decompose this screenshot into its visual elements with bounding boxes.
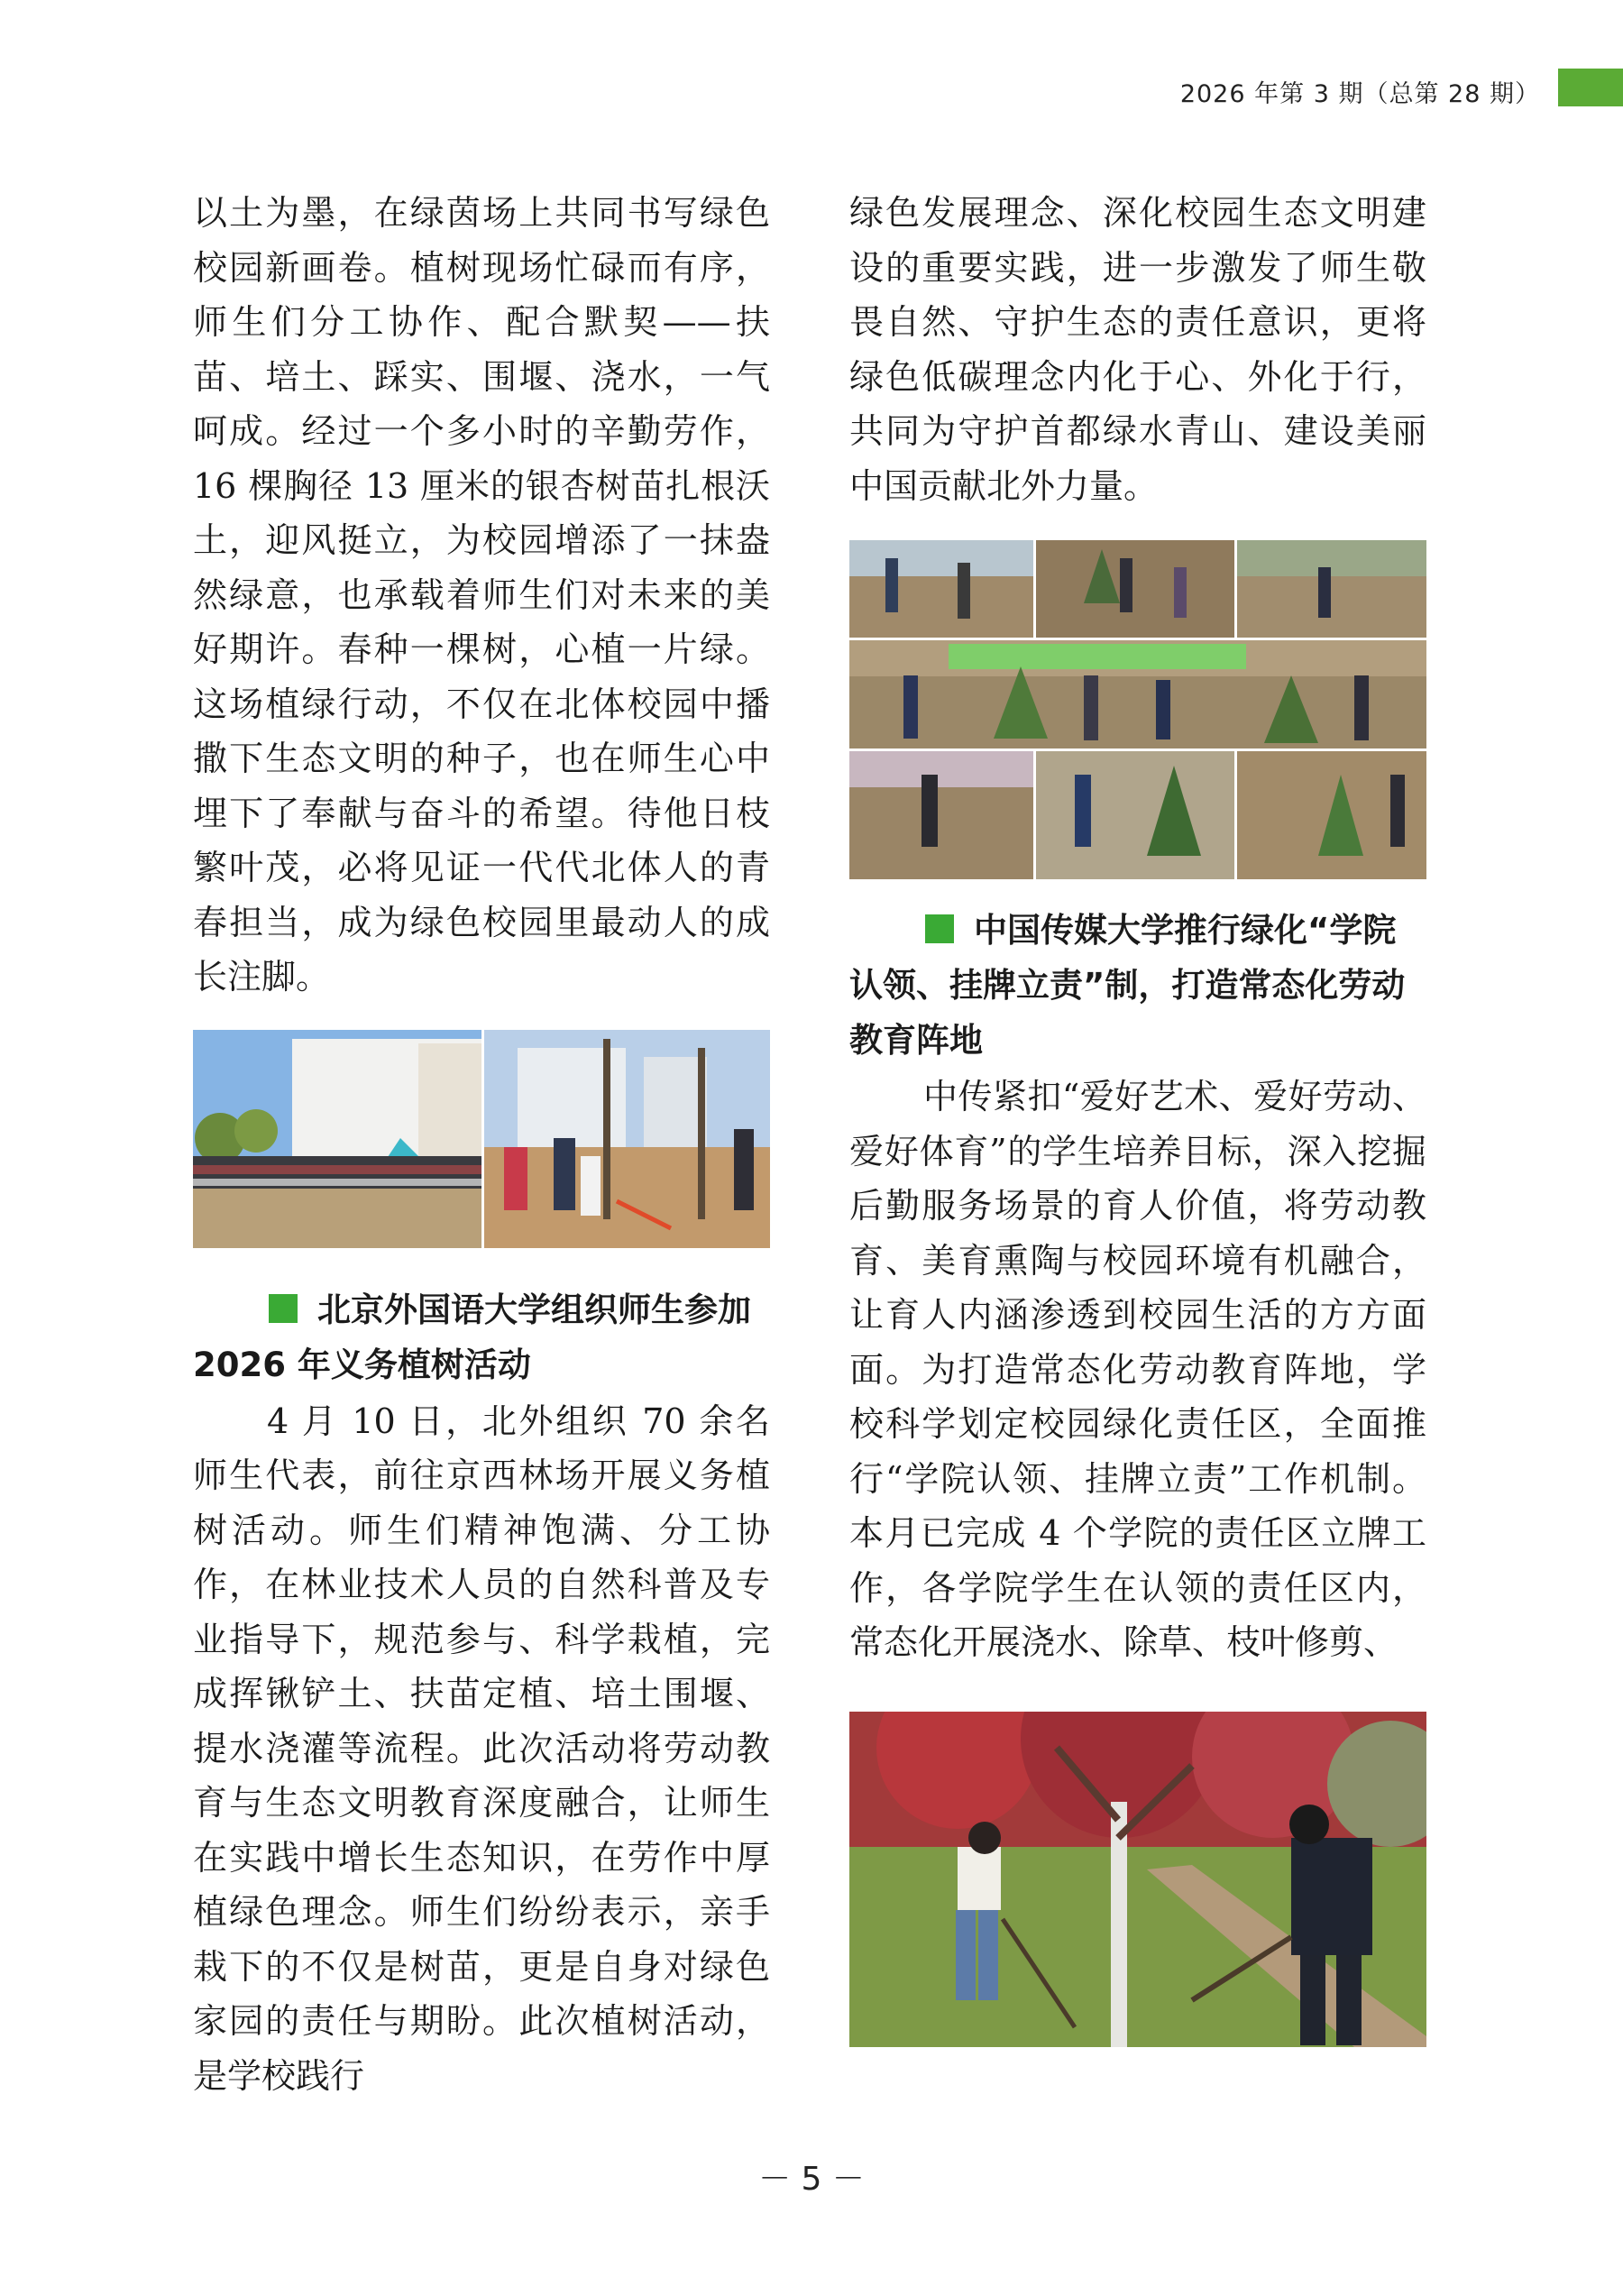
left-paragraph-2: 4 月 10 日，北外组织 70 余名师生代表，前往京西林场开展义务植树活动。师生们精神饱满、分工协作，在林业技术人员的自然科普及专业指导下，规范参与、科学栽植，完成挥锹铲土、扶苗定植、培土围堰、提水浇灌等流程。此次活动将劳动教育与生态文明教育深度融合，让师生在实践中增长生态知识，在劳作中厚植绿色理念。师生们纷纷表示，亲手栽下的不仅是树苗，更是自身对绿色家园的责任与期盼。此次植树活动，是学校践行	[193, 1401, 770, 2096]
photo-students-watering-tree-image	[849, 1712, 1426, 2047]
right-column	[849, 186, 1426, 2047]
photo-cuc-planting	[849, 1712, 1426, 2047]
heading-square-icon	[925, 914, 954, 943]
heading-square-icon	[269, 1294, 298, 1323]
photo-bfsu-collage	[849, 540, 1426, 879]
issue-label: 2026 年第 3 期（总第 28 期）	[1179, 80, 1540, 108]
left-column	[193, 186, 770, 2103]
section-heading-cuc	[849, 903, 1426, 1068]
header-green-tab	[1558, 69, 1623, 106]
right-paragraph-2: 中传紧扣“爱好艺术、爱好劳动、爱好体育”的学生培养目标，深入挖掘后勤服务场景的育人价值，将劳动教育、美育熏陶与校园环境有机融合，让育人内涵渗透到校园生活的方方面面。为打造常态化劳动教育阵地，学校科学划定校园绿化责任区，全面推行“学院认领、挂牌立责”工作机制。本月已完成 4 个学院的责任区立牌工作，各学院学生在认领的责任区内，常态化开展浇水、除草、枝叶修剪、	[849, 1077, 1426, 1662]
photo-tree-planting-collage-image	[849, 540, 1426, 879]
section-heading-bfsu	[193, 1282, 770, 1392]
left-paragraph-1: 以土为墨，在绿茵场上共同书写绿色校园新画卷。植树现场忙碌而有序，师生们分工协作、配合默契——扶苗、培土、踩实、围堰、浇水，一气呵成。经过一个多小时的辛勤劳作，16 棵胸径 13 厘米的银杏树苗扎根沃土，迎风挺立，为校园增添了一抹盎然绿意，也承载着师生们对未来的美好期许。春种一棵树，心植一片绿。这场植绿行动，不仅在北体校园中播撒下生态文明的种子，也在师生心中埋下了奉献与奋斗的希望。待他日枝繁叶茂，必将见证一代代北体人的青春担当，成为绿色校园里最动人的成长注脚。	[193, 193, 770, 996]
page-number: － 5 －	[758, 2161, 865, 2198]
heading-text: 北京外国语大学组织师生参加 2026 年义务植树活动	[193, 1290, 751, 1384]
photo-group-planting-image	[193, 1030, 770, 1248]
page-header	[0, 63, 1623, 117]
right-paragraph-1: 绿色发展理念、深化校园生态文明建设的重要实践，进一步激发了师生敬畏自然、守护生态的责任意识，更将绿色低碳理念内化于心、外化于行，共同为守护首都绿水青山、建设美丽中国贡献北外力量。	[849, 193, 1426, 506]
heading-text: 中国传媒大学推行绿化“学院认领、挂牌立责”制，打造常态化劳动教育阵地	[849, 911, 1406, 1060]
photo-beijing-sport-university	[193, 1030, 770, 1248]
